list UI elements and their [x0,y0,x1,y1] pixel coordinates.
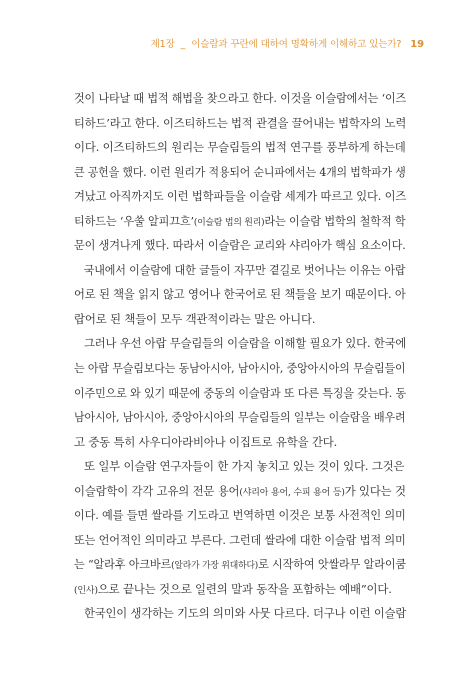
chapter-title: 이슬람과 꾸란에 대하여 명확하게 이해하고 있는가? [191,39,402,50]
chapter-label: 제1장 [150,39,175,50]
text-segment: 문이 생겨나게 했다. 따라서 이슬람은 교리와 샤리아가 핵심 요소이다. [74,238,406,253]
text-segment: 로 시작하여 앗쌀라무 알라이쿰 [258,557,407,572]
text-line [74,552,407,577]
text-segment: 는 “알라후 아크바르 [74,557,172,572]
inline-annotation: (이슬람 법의 원리) [193,217,265,228]
text-line [74,430,406,455]
body-text [74,86,406,626]
running-header [151,36,424,50]
text-segment: 라는 이슬람 법학의 철학적 학 [264,213,406,228]
text-segment: 국내에서 이슬람에 대한 글들이 자꾸만 곁길로 벗어나는 이유는 아랍 [83,262,406,277]
text-segment: 것이 나타날 때 법적 해법을 찾으라고 한다. 이것을 이슬람에서는 ‘이즈 [74,91,407,105]
text-line [74,356,406,381]
text-segment: 는 아랍 무슬림보다는 동남아시아, 남아시아, 중앙아시아의 무슬림들이 [74,361,406,376]
page-number: 19 [410,39,424,50]
text-line [74,233,406,258]
text-line [74,282,406,307]
text-line [74,479,405,504]
text-line [74,209,406,234]
header-separator: _ [180,39,186,50]
text-line [74,405,406,430]
text-line [74,331,407,356]
text-segment: 고 중동 특히 사우디아라비아나 이집트로 유학을 간다. [74,434,338,449]
text-segment: 가 있다는 것 [344,483,406,498]
text-segment: 또는 언어적인 의미라고 부른다. 그런데 쌀라에 대한 이슬람 법적 의미 [74,532,406,547]
text-line [74,160,406,185]
text-segment: 큰 공헌을 했다. 이런 원리가 적용되어 순니파에서는 4개의 법학파가 생 [74,164,406,179]
text-line [74,528,406,553]
inline-annotation: (알라가 가장 위대하다) [171,561,259,572]
text-segment: 티하드는 ‘우쑬 알피끄흐’ [74,213,194,228]
text-segment: 이주민으로 와 있기 때문에 중동의 이슬람과 또 다른 특징을 갖는다. 동 [74,385,407,400]
text-line [74,381,407,406]
text-segment: 으로 끝나는 것으로 일련의 말과 동작을 포함하는 예배”이다. [97,581,392,596]
text-line [74,86,407,111]
text-line [74,577,406,602]
inline-annotation: (샤리아 용어, 수피 용어 등) [239,487,345,498]
text-segment: 어로 된 책을 읽지 않고 영어나 한국어로 된 책들을 보기 때문이다. 아 [74,287,406,302]
text-segment: 또 일부 이슬람 연구자들이 한 가지 놓치고 있는 것이 있다. 그것은 [84,459,405,474]
text-segment: 티하드’라고 한다. 이즈티하드는 법적 관결을 끌어내는 법학자의 노력 [74,115,407,130]
text-line [74,111,407,136]
text-segment: 이다. 예를 들면 쌀라를 기도라고 번역하면 이것은 보통 사전적인 의미 [74,508,406,523]
text-line [74,454,406,479]
text-line [74,184,407,209]
text-line [74,135,406,160]
text-segment: 남아시아, 남아시아, 중앙아시아의 무슬림들의 일부는 이슬람을 배우려 [74,410,406,425]
text-segment: 그러나 우선 아랍 무슬림들의 이슬람을 이해할 필요가 있다. 한국에 [83,336,407,351]
text-segment: 한국인이 생각하는 기도의 의미와 사뭇 다르다. 더구나 이런 이슬람 [83,606,407,621]
text-line [74,503,406,528]
text-line [74,258,406,283]
text-segment: 랍어로 된 책들이 모두 객관적이라는 말은 아니다. [74,311,316,326]
text-segment: 이슬람학이 각각 고유의 전문 용어 [74,483,240,498]
inline-annotation: (인사) [74,585,98,596]
text-segment: 겨났고 아직까지도 이런 법학파들을 이슬람 세계가 따르고 있다. 이즈 [74,189,407,204]
text-line [74,307,406,332]
text-segment: 이다. 이즈티하드의 원리는 무슬림들의 법적 연구를 풍부하게 하는데 [74,140,406,155]
text-line [74,601,407,626]
